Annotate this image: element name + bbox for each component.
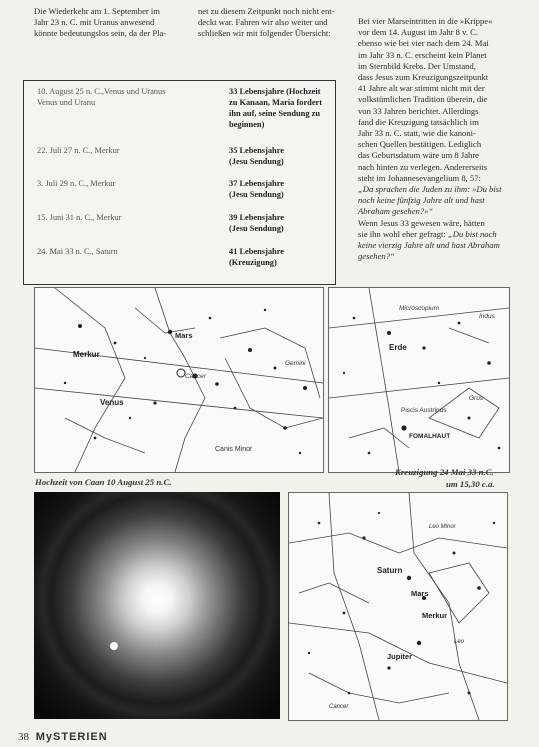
photo-bright-spot — [110, 642, 118, 650]
text-line: schließen wir mit folgender Übersicht: — [198, 28, 331, 39]
text-line: dass Jesus zum Kreuzigungszeitpunkt — [358, 72, 489, 83]
text-line: volkstümlichen Tradition überein, die — [358, 94, 488, 105]
text-line: net zu diesem Zeitpunkt noch nicht ent- — [198, 6, 335, 16]
label-canis-minor: Canis Minor — [215, 446, 253, 453]
text-line: Jahr 33 n. C. statt, wie die kanoni- — [358, 128, 476, 139]
text-line: steht im Johannesevangelium 8, 57: — [358, 172, 481, 183]
caption-kreuzigung-time: um 15,30 c.a. — [446, 479, 495, 489]
star-map-planets — [288, 492, 508, 721]
text-line: Bei vier Marseintritten in die »Krippe« — [358, 16, 493, 26]
text-column-2 — [198, 6, 348, 40]
text-column-3 — [358, 16, 518, 262]
label-indus: Indus — [479, 313, 495, 320]
caption-kreuzigung: Kreuzigung 24 Mai 33 n.C. — [395, 467, 494, 477]
page-number: 38 — [18, 731, 29, 743]
label-cancer-2: Cancer — [329, 704, 349, 710]
caption-hochzeit: Hochzeit von Caan 10 August 25 n.C. — [35, 477, 172, 487]
magazine-brand: MySTERIEN — [35, 731, 108, 743]
text-line: im Sternbild Krebs. Der Umstand, — [358, 60, 476, 71]
quote-line: keine vierzig Jahre alt und hast Abraham — [358, 240, 500, 251]
label-grus: Grus — [469, 395, 484, 402]
label-venus: Venus — [100, 398, 124, 407]
label-cancer: Cancer — [185, 373, 206, 380]
star-map-kreuzigung — [328, 287, 510, 473]
label-leo: Leo — [454, 639, 465, 645]
overview-table — [23, 80, 336, 285]
label-fomalhaut: FOMALHAUT — [409, 433, 451, 440]
text-line: sie ihn wohl eher gefragt: „Du bist noch — [358, 228, 497, 239]
text-line: Die Wiederkehr am 1. September im — [34, 6, 160, 16]
label-erde: Erde — [389, 343, 407, 352]
quote-line: noch keine fünfzig Jahre alt und hast — [358, 195, 485, 206]
label-mars-2: Mars — [411, 589, 429, 598]
text-column-1 — [34, 6, 182, 40]
text-line: Wenn Jesus 33 gewesen wäre, hätten — [358, 217, 485, 228]
text-line: im Jahr 33 n. C. erscheint kein Planet — [358, 49, 487, 60]
text-line: fand die Kreuzigung tatsächlich im — [358, 116, 479, 127]
label-saturn: Saturn — [377, 566, 403, 575]
halo-photo — [34, 492, 280, 719]
text-line: nach hinten zu verlegen. Andererseits — [358, 161, 488, 172]
label-microscopium: Microscopium — [399, 305, 440, 312]
label-merkur: Merkur — [73, 350, 100, 359]
table-cell-date: 22. Juli 27 n. C., Merkur — [37, 146, 120, 155]
quote-line: gesehen?“ — [358, 251, 395, 262]
star-chart — [329, 288, 509, 472]
text-line: 41 Jahre alt war stimmt nicht mit der — [358, 83, 485, 94]
table-cell-age: 33 Lebensjahre (Hochzeit zu Kanaan, Maria fordert ihn auf, seine Sendung zu beginnen) — [229, 87, 323, 129]
table-cell-date: 24. Mai 33 n. C., Saturn — [37, 247, 118, 256]
label-mars: Mars — [175, 331, 193, 340]
table-cell-date: 10. August 25 n. C.,Venus und Uranus Venus und Uranu — [37, 87, 166, 107]
label-merkur-2: Merkur — [422, 611, 448, 620]
text-line: schen Quellen bestätigen. Lediglich — [358, 139, 482, 150]
table-cell-date: 3. Juli 29 n. C., Merkur — [37, 179, 116, 188]
text-line: das Geburtsdatum wäre um 8 Jahre — [358, 150, 479, 161]
text-line: Jahr 23 n. C. mit Uranus anwesend — [34, 17, 155, 28]
text-line: deckt war. Fahren wir also weiter und — [198, 17, 328, 28]
label-jupiter: Jupiter — [387, 652, 413, 661]
text-line: ebenso wie bei vier nach dem 24. Mai — [358, 38, 489, 49]
table-cell-age: 41 Lebensjahre (Kreuzigung) — [229, 247, 284, 267]
label-leo-minor: Leo Minor — [429, 524, 456, 530]
label-gemini: Gemini — [285, 360, 306, 367]
page-footer — [18, 731, 108, 743]
text-line: könnte bedeutungslos sein, da der Pla- — [34, 28, 167, 39]
star-map-hochzeit — [34, 287, 324, 473]
table-cell-age: 37 Lebensjahre (Jesu Sendung) — [229, 179, 284, 199]
table-cell-date: 15. Juni 31 n. C., Merkur — [37, 213, 122, 222]
table-cell-age: 35 Lebensjahre (Jesu Sendung) — [229, 146, 284, 166]
star-chart — [35, 288, 323, 472]
text-line: von 33 Jahren berichtet. Allerdings — [358, 105, 479, 116]
star-chart — [289, 493, 507, 720]
table-cell-age: 39 Lebensjahre (Jesu Sendung) — [229, 213, 284, 233]
label-piscis-austrinus: Piscis Austrinus — [401, 407, 447, 414]
text-line: vor dem 14. August im Jahr 8 v. C. — [358, 27, 478, 38]
quote-line: „Da sprachen die Juden zu ihm: »Du bist — [358, 184, 502, 195]
quote-line: Abraham gesehen?«“ — [358, 206, 434, 217]
